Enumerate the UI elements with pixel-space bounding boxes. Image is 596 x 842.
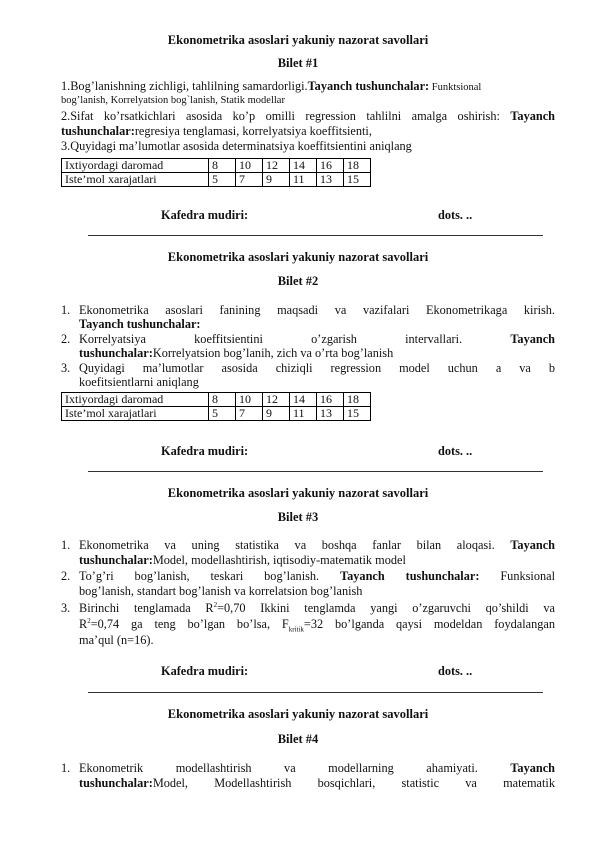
document-page: Ekonometrika asoslari yakuniy nazorat savollari Bilet #1 1.Bog’lanishning zichligi, tahlilning samardorligi.Tayanch tushunchalar: Funktsional bog’lanish, Korrelyatsion bog`lanish, Statik modellar 2.Sifat ko’rsatkichlari asosida ko’p omilli regression tahlilni amalga oshirish: Tayanch tushunchalar:regresiya tenglamasi, korrelyatsiya koeffitsienti, 3.Quyidagi ma’lumotlar asosida determinatsiya koeffitsientini aniqlang Ixtiyordagi daromad 8 10 12 14 16 18 Iste’mol xarajatlari 5 7 9 11 13 15 Kafedra mudiri: dots. .. Ekonometrika asoslari yakuniy nazorat savollari Bilet #2 1. Ekonometrika asoslari fanining maqsadi va vazifalari Ekonometrikaga kirish. Tayanch tushunchalar: 2. Korrelyatsiya koeffitsientini o’zgarish intervallari. Tayanch tushunchalar:Korrelyatsion bog’lanih, zich va o’rta bog’lanish 3. Quyidagi ma’lumotlar asosida chiziqli regression model uchun a va b koefitsientlarni aniqlang Ixtiyordagi daromad 8 10 12 14 16 18 Iste’mol xarajatlari 5 7 9 11 13 15 Kafedra mudiri: dots. .. Ekonometrika asoslari yakuniy nazorat savollari Bilet #3 1. Ekonometrika va uning statistika va boshqa fanlar bilan aloqasi. Tayanch tushunchalar:Model, modellashtirish, iqtisodiy-matematik model 2. To’g’ri bog’lanish, teskari bog’lanish. Tayanch tushunchalar: Funksional bog’lanish, standart bog’lanish va korrelatsion bog’lanish 3. Birinchi tenglamada $R^2=0,70$ Ikkini tenglamda yangi o’zgaruvchi qo’shildi va $R^2=0,74$ ga teng bo’lgan bo’lsa, $F_{kritik}=32$ bo’lganda qaysi modeldan foydalangan ma’qul (n=16). Kafedra mudiri: dots. .. Ekonometrika asoslari yakuniy nazorat savollari Bilet #4 1. Ekonometrik modellashtirish va modellarning ahamiyati. Tayanch tushunchalar:Model, Modellashtirish bosqichlari, statistic va matematik [0,0,596,842]
b3-question-2: To’g’ri bog’lanish, teskari bog’lanish. Tayanch tushunchalar: Funksional [79,569,556,583]
b1-question-2-cont: tushunchalar:regresiya tenglamasi, korrelyatsiya koeffitsienti, [61,124,372,138]
table-row: Ixtiyordagi daromad 8 10 12 14 16 18 [62,159,371,173]
bilet-2-label: Bilet #2 [277,274,319,288]
b3-question-1: Ekonometrika va uning statistika va boshqa fanlar bilan aloqasi. Tayanch [79,538,555,552]
b1-question-1: 1.Bog’lanishning zichligi, tahlilning samardorligi.Tayanch tushunchalar: Funktsional [61,79,482,93]
b1-question-3: 3.Quyidagi ma’lumotlar asosida determinatsiya koeffitsientini aniqlang [61,139,412,153]
b2-kafedra-label: Kafedra mudiri: [161,444,249,458]
separator [88,692,543,693]
b2-question-3: Quyidagi ma’lumotlar asosida chiziqli regression model uchun a va b [79,361,555,375]
separator [88,235,543,236]
b1-kafedra-label: Kafedra mudiri: [161,208,249,222]
b3-dots: dots. .. [438,664,473,678]
b1-question-1-cont: bog’lanish, Korrelyatsion bog`lanish, Statik modellar [61,95,285,106]
b2-dots: dots. .. [438,444,473,458]
b3-kafedra-label: Kafedra mudiri: [161,664,249,678]
bilet-1-label: Bilet #1 [277,56,319,70]
table-row: Ixtiyordagi daromad 8 10 12 14 16 18 [62,393,371,407]
bilet-3-label: Bilet #3 [277,510,319,524]
b2-question-1: Ekonometrika asoslari fanining maqsadi va vazifalari Ekonometrikaga kirish. [79,303,555,317]
main-title: Ekonometrika asoslari yakuniy nazorat savollari [167,707,429,721]
b4-question-1: Ekonometrik modellashtirish va modellarning ahamiyati. Tayanch [79,761,555,775]
main-title: Ekonometrika asoslari yakuniy nazorat savollari [167,33,429,47]
main-title: Ekonometrika asoslari yakuniy nazorat savollari [167,250,429,264]
b1-question-2: 2.Sifat ko’rsatkichlari asosida ko’p omilli regression tahlilni amalga oshirish: Tayanch [61,109,556,123]
table-row: Iste’mol xarajatlari 5 7 9 11 13 15 [62,407,371,421]
b1-data-table [61,158,371,187]
b3-question-3: Birinchi tenglamada $R^2=0,70$ Ikkini tenglamda yangi o’zgaruvchi qo’shildi va [79,600,555,615]
b2-question-2: Korrelyatsiya koeffitsientini o’zgarish intervallari. Tayanch [79,332,555,346]
bilet-4-label: Bilet #4 [277,732,319,746]
b2-data-table [61,392,371,421]
main-title: Ekonometrika asoslari yakuniy nazorat savollari [167,486,429,500]
separator [88,471,543,472]
table-row: Iste’mol xarajatlari 5 7 9 11 13 15 [62,173,371,187]
b1-dots: dots. .. [438,208,473,222]
